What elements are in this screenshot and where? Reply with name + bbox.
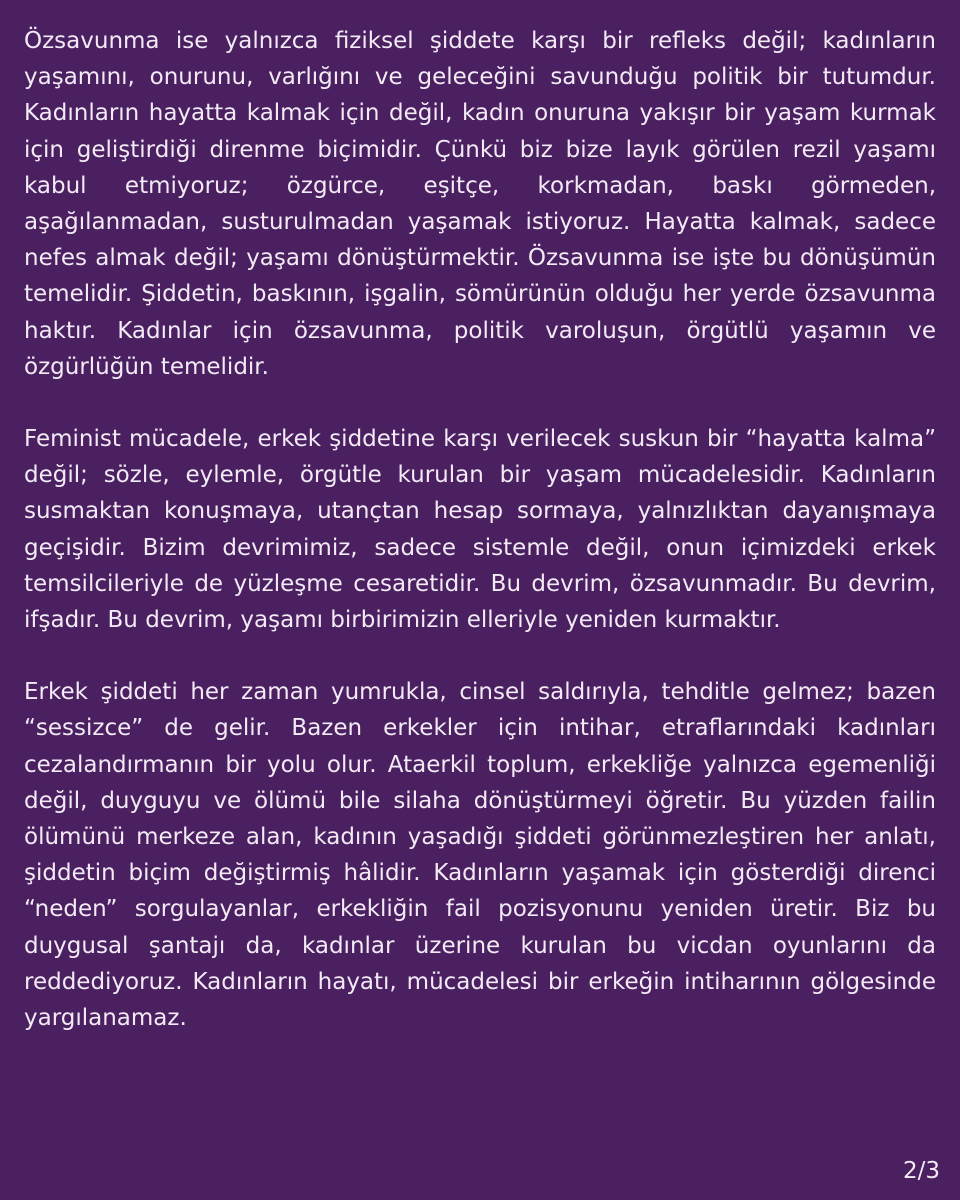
paragraph-male-violence: Erkek şiddeti her zaman yumrukla, cinsel saldırıyla, tehditle gelmez; bazen “sessizce” de gelir. Bazen erkekler için intihar, etraflarındaki kadınları cezalandırmanın bir yolu olur. Ataerkil toplum, erkekliğe yalnızca egemenliği değil, duyguyu ve ölümü bile silaha dönüştürmeyi öğretir. Bu yüzden failin ölümünü merkeze alan, kadının yaşadığı şiddeti görünmezleştiren her anlatı, şiddetin biçim değiştirmiş hâlidir. Kadınların yaşamak için gösterdiği direnci “neden” sorgulayanlar, erkekliğin fail pozisyonunu yeniden üretir. Biz bu duygusal şantajı da, kadınlar üzerine kurulan bu vicdan oyunlarını da reddediyoruz. Kadınların hayatı, mücadelesi bir erkeğin intiharının gölgesinde yargılanamaz.	[24, 679, 936, 1032]
paragraph-self-defense: Özsavunma ise yalnızca fiziksel şiddete karşı bir refleks değil; kadınların yaşamını, onurunu, varlığını ve geleceğini savunduğu politik bir tutumdur. Kadınların hayatta kalmak için değil, kadın onuruna yakışır bir yaşam kurmak için geliştirdiği direnme biçimidir. Çünkü biz bize layık görülen rezil yaşamı kabul etmiyoruz; özgürce, eşitçe, korkmadan, baskı görmeden, aşağılanmadan, susturulmadan yaşamak istiyoruz. Hayatta kalmak, sadece nefes almak değil; yaşamı dönüştürmektir. Özsavunma ise işte bu dönüşümün temelidir. Şiddetin, baskının, işgalin, sömürünün olduğu her yerde özsavunma haktır. Kadınlar için özsavunma, politik varoluşun, örgütlü yaşamın ve özgürlüğün temelidir.	[24, 28, 936, 380]
page-number: 2/3	[902, 1158, 940, 1184]
body-text	[24, 23, 936, 1036]
paragraph-feminist-struggle: Feminist mücadele, erkek şiddetine karşı verilecek suskun bir “hayatta kalma” değil; sözle, eylemle, örgütle kurulan bir yaşam mücadelesidir. Kadınların susmaktan konuşmaya, utançtan hesap sormaya, yalnızlıktan dayanışmaya geçişidir. Bizim devrimimiz, sadece sistemle değil, onun içimizdeki erkek temsilcileriyle de yüzleşme cesaretidir. Bu devrim, özsavunmadır. Bu devrim, ifşadır. Bu devrim, yaşamı birbirimizin elleriyle yeniden kurmaktır.	[24, 426, 936, 634]
